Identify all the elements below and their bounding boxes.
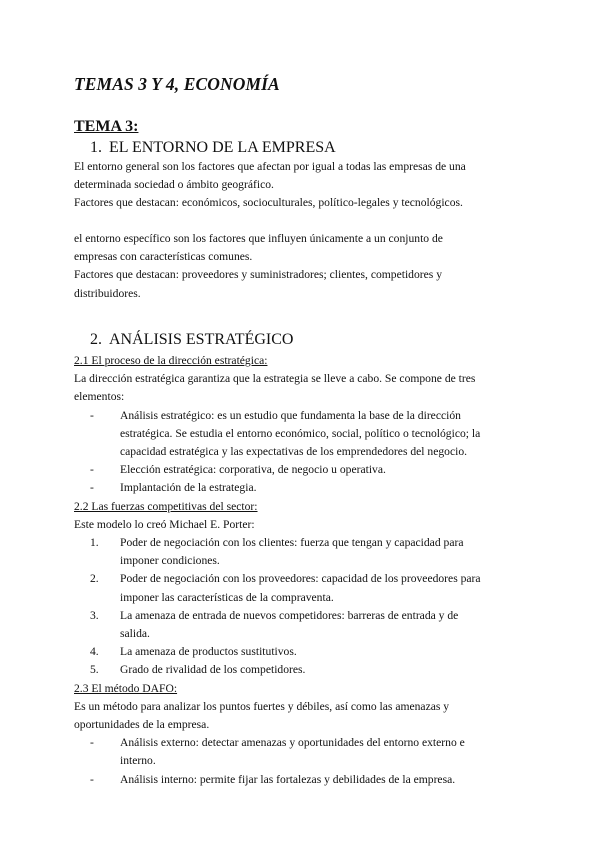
subsection-2-3-heading: 2.3 El método DAFO: [74,681,178,695]
dafo-list [74,734,534,789]
list-item-text: Elección estratégica: corporativa, de negocio u operativa. [120,463,386,477]
fuerzas-competitivas-list [74,534,534,680]
text-line: distribuidores. [74,286,141,300]
text-line: La dirección estratégica garantiza que la estrategia se lleve a cabo. Se compone de tres [74,372,476,386]
list-item-text: Poder de negociación con los proveedores: capacidad de los proveedores para [120,572,481,586]
text-line: determinada sociedad o ámbito geográfico. [74,178,274,192]
text-line: Factores que destacan: proveedores y suministradores; clientes, competidores y [74,268,442,282]
dash-marker: - [90,408,94,422]
list-item-text: interno. [120,754,156,768]
text-line: Este modelo lo creó Michael E. Porter: [74,517,255,531]
text-line: oportunidades de la empresa. [74,718,210,732]
entorno-especifico-paragraph [74,230,534,303]
section-1-heading [90,139,336,157]
list-item [90,643,534,661]
number-marker: 5. [90,663,99,677]
text-line: Factores que destacan: económicos, socioculturales, político-legales y tecnológicos. [74,196,463,210]
entorno-general-paragraph [74,158,534,213]
dash-marker: - [90,481,94,495]
list-item [90,479,534,497]
subsection-2-1-heading: 2.1 El proceso de la dirección estratégica: [74,354,268,367]
list-item-text: estratégica. Se estudia el entorno económico, social, político o tecnológico; la [120,426,481,440]
list-item [90,570,534,606]
section-2-heading [90,331,293,349]
list-item [90,407,534,462]
list-item-text: Poder de negociación con los clientes: fuerza que tengan y capacidad para [120,536,464,550]
number-marker: 3. [90,608,99,622]
list-item-text: Análisis interno: permite fijar las fortalezas y debilidades de la empresa. [120,772,456,786]
document-title: TEMAS 3 Y 4, ECONOMÍA [74,74,280,94]
text-line: elementos: [74,390,125,404]
list-item-text: Análisis externo: detectar amenazas y oportunidades del entorno externo e [120,736,465,750]
section-2-title: ANÁLISIS ESTRATÉGICO [109,331,294,348]
section-1-number: 1. [90,139,102,156]
list-item [90,607,534,643]
list-item-text: imponer las características de la compraventa. [120,590,334,604]
list-item-text: capacidad estratégica y las expectativas de los emprendedores del negocio. [120,445,468,459]
section-2-body [74,352,534,789]
text-line: el entorno específico son los factores que influyen únicamente a un conjunto de [74,232,443,245]
list-item [90,771,534,789]
list-item [90,534,534,570]
text-line: El entorno general son los factores que afectan por igual a todas las empresas de una [74,160,466,173]
list-item-text: La amenaza de productos sustitutivos. [120,645,297,659]
list-item-text: Análisis estratégico: es un estudio que fundamenta la base de la dirección [120,408,461,422]
dash-marker: - [90,772,94,786]
list-item-text: La amenaza de entrada de nuevos competidores: barreras de entrada y de [120,608,459,622]
section-1-title: EL ENTORNO DE LA EMPRESA [109,139,336,156]
number-marker: 2. [90,572,99,586]
number-marker: 4. [90,645,99,659]
list-item [90,661,534,679]
list-item-text: Implantación de la estrategia. [120,481,257,495]
dash-marker: - [90,736,94,750]
text-line: empresas con características comunes. [74,250,253,264]
subsection-2-2-heading: 2.2 Las fuerzas competitivas del sector: [74,499,258,513]
tema-3-label: TEMA 3: [74,118,139,135]
list-item [90,734,534,770]
list-item-text: Grado de rivalidad de los competidores. [120,663,306,677]
number-marker: 1. [90,536,99,550]
list-item-text: imponer condiciones. [120,554,220,568]
list-item [90,461,534,479]
text-line: Es un método para analizar los puntos fuertes y débiles, así como las amenazas y [74,699,450,713]
dash-marker: - [90,463,94,477]
section-2-number: 2. [90,331,102,348]
list-item-text: salida. [120,627,150,641]
direccion-estrategica-list [74,407,534,498]
